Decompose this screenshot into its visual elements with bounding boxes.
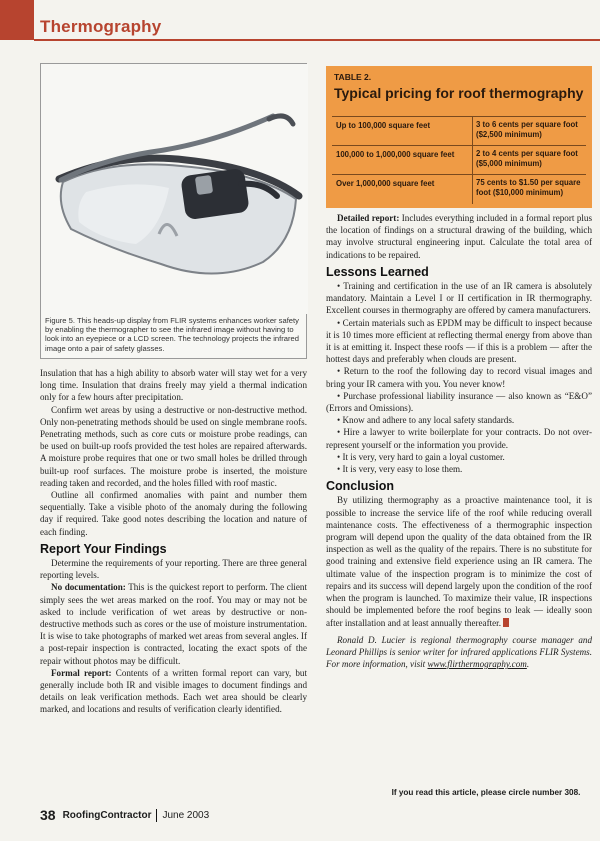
paragraph-text: By utilizing thermography as a proactive maintenance tool, it is possible to increase the service life of the roof while reducing overall maintenance costs. The effectiveness of a thermographic inspection program will depend upon the quality of the data obtained from the IR inspection as well as the quality of the repairs. There is no substitute for good training and extensive field experience using an IR camera. The ultimate value of the inspection program is to minimize the cost of repairs and its success will depend largely upon the condition of the roof when the program is launched. To maximize their value, IR inspections should be implemented before the roof begins to leak — ideally soon after installation and at least annually thereafter. (326, 495, 592, 628)
bullet-item: • Hire a lawyer to write boilerplate for your contracts. Do not over-represent yourself or the information you provide. (326, 427, 592, 450)
figure-caption: Figure 5. This heads-up display from FLIR systems enhances worker safety by enabling the thermographer to see the infrared image without having to look into an eyepiece or a LCD screen. The technology projects the infrared image onto a pair of safety glasses. (45, 316, 299, 353)
heading-conclusion: Conclusion (326, 479, 395, 494)
body-paragraph: Insulation that has a high ability to absorb water will stay wet for a very long time. Insulation that drains freely may yield a thermal indication only for a few hours after precipitation. (40, 368, 307, 403)
table-cell-area: Over 1,000,000 square feet (336, 179, 435, 188)
paragraph-text: Includes everything included in a formal report plus the location of findings on a structural drawing of the building, which may involve structural engineering input. Calculate the total area of indications to be repaired. (326, 213, 592, 260)
safety-glasses-photo (41, 64, 308, 314)
body-paragraph: Determine the requirements of your reporting. There are three general reporting levels. (40, 558, 307, 581)
paragraph-text: This is the quickest report to perform. The client simply sees the wet areas marked on the roof. You may or may not be asked to include verification of wet areas by destructive or non-destructive methods such as cores or the use of moisture instrumentation. It is wise to take photographs of marked wet areas from several angles. If a post-repair inspection is contracted, locating the exact spots of the repair without photos may be difficult. (40, 582, 307, 666)
bullet-item: • It is very, very hard to gain a loyal customer. (337, 451, 505, 462)
bullet-item: • It is very, very easy to lose them. (337, 464, 463, 475)
section-title: Thermography (40, 17, 162, 36)
magazine-name: RoofingContractor (62, 809, 152, 821)
run-in-heading: No documentation: (51, 582, 126, 593)
page-footer (40, 807, 592, 823)
figure-5 (40, 63, 307, 359)
paragraph-text: Contents of a written formal report can vary, but generally include both IR and visible images to document findings and details on leak verification methods. Each wet area should be clearly marked, and locations and results of verification clearly identified. (40, 667, 307, 715)
body-paragraph-detailed-report (326, 212, 592, 261)
bio-text: Ronald D. Lucier is regional thermography course manager and Leonard Phillips is senior writer for infrared applications FLIR Systems. For more information, visit (326, 634, 592, 670)
table-label: TABLE 2. (334, 72, 372, 82)
body-paragraph: Outline all confirmed anomalies with paint and number them sequentially. Take a visible photo of the anomaly during the following day if required. Take good notes describing the location and nature of each finding. (40, 490, 307, 537)
bullet-item: • Training and certification in the use of an IR camera is absolutely mandatory. Maintain a Level I or II certification in IR thermography. Excellent courses in thermography are offered by camera manufacturers. (326, 281, 592, 316)
footer-divider (156, 809, 157, 822)
table-row (332, 174, 586, 204)
header-accent-block (0, 0, 34, 40)
bullet-item: • Certain materials such as EPDM may be difficult to inspect because it is 10 times more efficient at reflecting thermal energy from above than it is at emitting it. Inspect these roofs — if this is a problem — after the hottest days and preferably when clouds are present. (326, 317, 592, 365)
author-bio (326, 634, 592, 671)
bullet-item: • Return to the roof the following day to record visual images and bring your IR camera with you. You never know! (326, 366, 592, 389)
table-cell-price: 3 to 6 cents per square foot ($2,500 minimum) (472, 117, 586, 145)
bullet-item: • Purchase professional liability insurance — also known as “E&O” (Errors and Omissions). (326, 390, 592, 414)
table-cell-price: 75 cents to $1.50 per square foot ($10,000 minimum) (472, 175, 586, 204)
right-column (326, 212, 592, 670)
run-in-heading: Formal report: (51, 667, 112, 678)
run-in-heading: Detailed report: (337, 213, 400, 223)
body-paragraph-conclusion (326, 494, 592, 628)
table-cell-price: 2 to 4 cents per square foot ($5,000 minimum) (472, 146, 586, 174)
table-cell-area: 100,000 to 1,000,000 square feet (336, 150, 455, 159)
heading-lessons-learned: Lessons Learned (326, 264, 429, 279)
left-column (40, 367, 307, 716)
header-rule (34, 39, 600, 41)
issue-date: June 2003 (162, 809, 210, 821)
table-row (332, 145, 586, 174)
bio-end: . (526, 659, 530, 670)
end-mark-icon (503, 618, 509, 627)
bullet-item: • Know and adhere to any local safety standards. (337, 415, 515, 426)
website-link[interactable]: www.flirthermography.com (427, 659, 527, 670)
table-heading: Typical pricing for roof thermography (334, 85, 584, 101)
pricing-table (326, 66, 592, 208)
section-header (0, 0, 600, 40)
body-paragraph: Confirm wet areas by using a destructive or non-destructive method. Only non-penetrating methods should be used on single membrane roofs. Penetrating methods, such as core cuts or moisture probe readings, can be used on built-up roofs provided the test holes are repaired afterwards. A moisture probe requires that one or two small holes be drilled through built-up roof surfaces. The moisture probe is inserted, the moisture reading taken and recorded, and the holes filled with roof mastic. (40, 404, 307, 488)
table-row (332, 116, 586, 145)
reader-service-note: If you read this article, please circle number 308. (391, 788, 581, 797)
page-number: 38 (40, 807, 56, 823)
body-paragraph-no-documentation (40, 581, 307, 666)
body-paragraph-formal-report (40, 667, 307, 716)
table-cell-area: Up to 100,000 square feet (336, 121, 431, 130)
heading-report-findings: Report Your Findings (40, 541, 167, 556)
